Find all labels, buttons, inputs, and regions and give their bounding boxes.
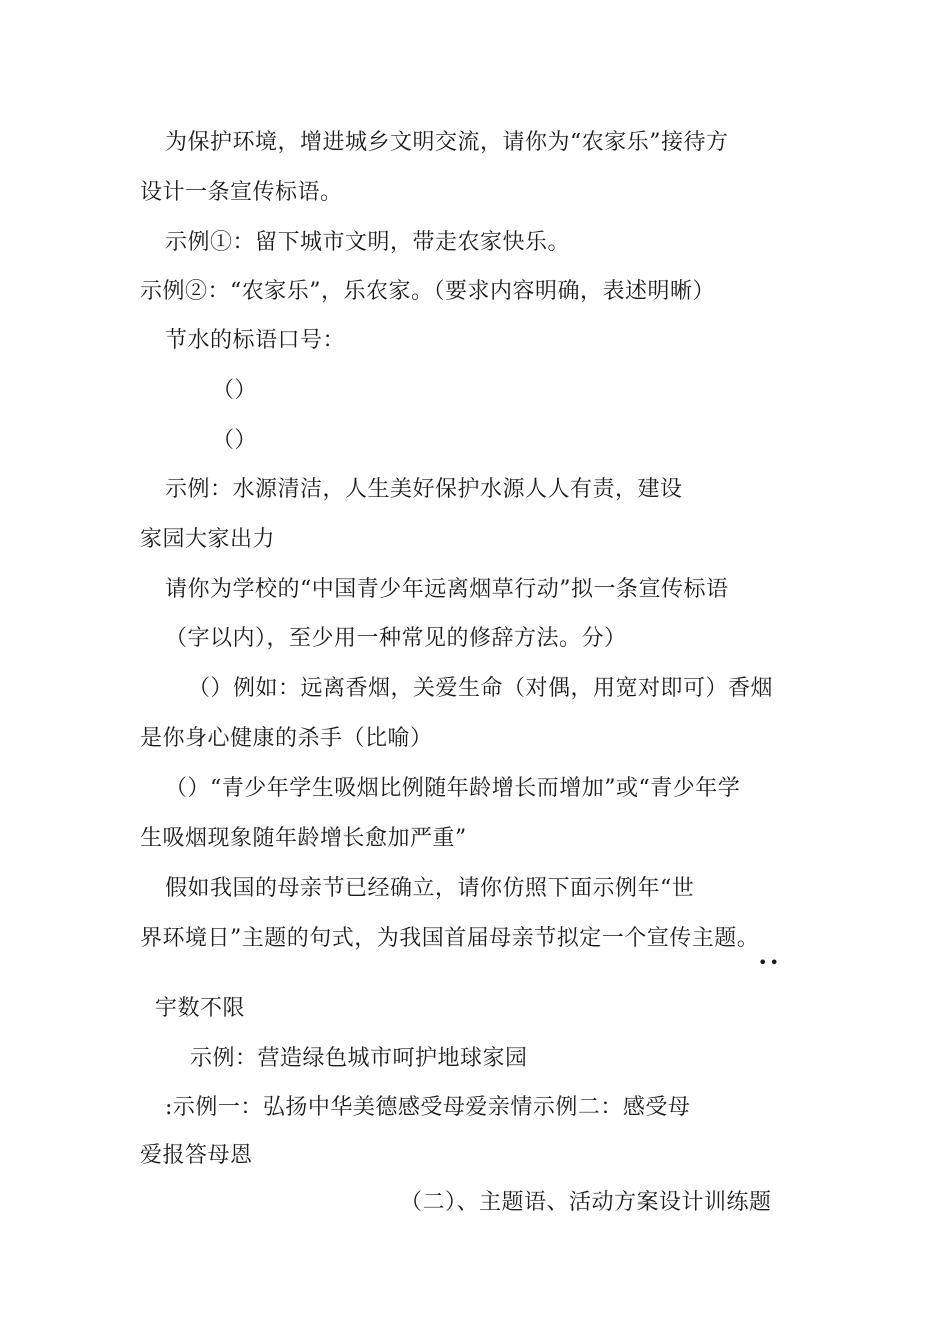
paragraph-line-1: 为保护环境，增进城乡文明交流，请你为“农家乐”接待方: [165, 130, 729, 155]
section-title-two: （二）、主题语、活动方案设计训练题: [400, 1190, 772, 1215]
emphasis-dots: ••: [758, 953, 781, 972]
answer-smoking-line-4: 生吸烟现象随年龄增长愈加严重”: [140, 826, 467, 851]
example-line-2: 示例②：“农家乐”，乐农家。（要求内容明确，表述明晰）: [140, 279, 715, 304]
question-smoking-line-1: 请你为学校的“中国青少年远离烟草行动”拟一条宣传标语: [165, 577, 729, 602]
word-count-note: 宇数不限: [155, 996, 246, 1021]
blank-item-1: （）: [212, 378, 258, 403]
answer-smoking-line-2: 是你身心健康的杀手（比喻）: [140, 726, 433, 751]
answer-mothers-day-line-2: 爱报答母恩: [140, 1143, 253, 1168]
answer-mothers-day-line-1: :示例一：弘扬中华美德感受母爱亲情示例二：感受母: [165, 1095, 691, 1120]
question-mothers-day-line-2: 界环境日”主题的句式，为我国首届母亲节拟定一个宣传主题。: [140, 926, 760, 951]
example-line-1: 示例①：留下城市文明，带走农家快乐。: [165, 230, 571, 255]
answer-smoking-line-1: （）例如：远离香烟，关爱生命（对偶，用宽对即可）香烟: [188, 676, 774, 701]
example-water-line-1: 示例：水源清洁，人生美好保护水源人人有责，建设: [165, 477, 683, 502]
paragraph-line-2: 设计一条宣传标语。: [140, 180, 343, 205]
answer-smoking-line-3: （）“青少年学生吸烟比例随年龄增长而增加”或“青少年学: [165, 776, 741, 801]
example-water-line-2: 家园大家出力: [140, 527, 276, 552]
question-mothers-day-line-1: 假如我国的母亲节已经确立，请你仿照下面示例年“世: [165, 876, 695, 901]
example-theme: 示例：营造绿色城市呵护地球家园: [190, 1046, 528, 1071]
question-smoking-line-2: （字以内），至少用一种常见的修辞方法。分）: [165, 626, 627, 651]
blank-item-2: （）: [212, 428, 258, 453]
section-heading-water: 节水的标语口号：: [165, 328, 346, 353]
